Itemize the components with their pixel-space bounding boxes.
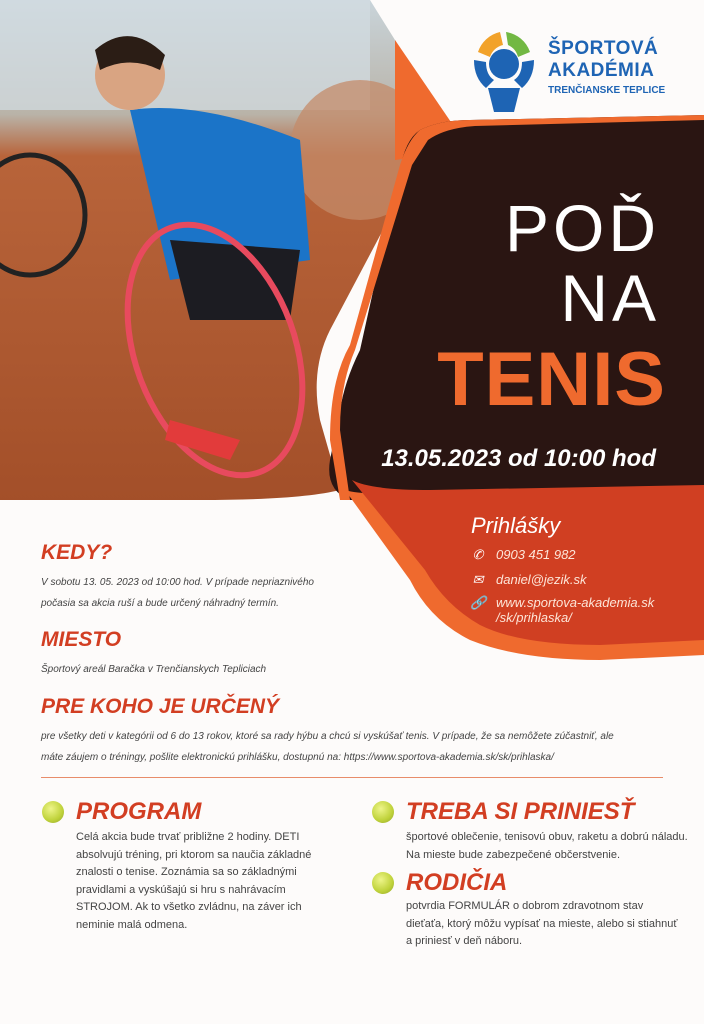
section-title-pre-koho: PRE KOHO JE URČENÝ (41, 695, 280, 718)
section-title-program: PROGRAM (76, 798, 202, 825)
link-icon: 🔗 (470, 595, 487, 610)
treba-text: športové oblečenie, tenisovú obuv, raketu a dobrú náladu. Na mieste bude zabezpečené občerstvenie. (406, 831, 688, 861)
headline-line: NA (560, 261, 660, 335)
logo-subtitle: TRENČIANSKE TEPLICE (548, 85, 666, 96)
section-title-kedy: KEDY? (41, 541, 113, 564)
pre-koho-text: pre všetky deti v kategórii od 6 do 13 rokov, ktoré sa rady hýbu a chcú si vyskúšať tenis. V prípade, že sa nemôžete zúčastniť, ale máte záujem o tréningy, pošlite elektronickú prihlášku, dostupnú na: https://www.sportova-akademia.sk/sk/prihlaska/ (41, 731, 614, 763)
signup-title: Prihlášky (471, 513, 561, 538)
contact-phone[interactable] (470, 547, 576, 563)
mail-icon: ✉ (472, 572, 484, 587)
kedy-text: V sobotu 13. 05. 2023 od 10:00 hod. V prípade nepriaznivého počasia sa akcia ruší a bude určený náhradný termín. (41, 577, 314, 609)
tennis-ball-icon (42, 801, 64, 823)
section-title-treba: TREBA SI PRINIESŤ (406, 798, 635, 825)
academy-logo (548, 38, 665, 96)
headline-line: POĎ (504, 191, 660, 265)
web-link: www.sportova-akademia.sk /sk/prihlaska/ (496, 595, 655, 625)
section-title-rodicia: RODIČIA (406, 869, 508, 896)
logo-line: ŠPORTOVÁ (548, 38, 659, 59)
phone-icon: ✆ (472, 547, 484, 562)
miesto-text: Športový areál Baračka v Trenčianskych Tepliciach (41, 664, 267, 675)
tennis-ball-icon (372, 872, 394, 894)
email-address: daniel@jezik.sk (496, 572, 587, 587)
headline-tenis: TENIS (437, 337, 666, 422)
program-text: Celá akcia bude trvať približne 2 hodiny. DETI absolvujú tréning, pri ktorom sa naučia základné znalosti o tenise. Zoznámia sa so základnými pravidlami a vyskúšajú si hru s nahrávacím STROJOM. Ak to všetko zvládnu, na záver ich neminie malá odmena. (76, 831, 312, 931)
phone-number: 0903 451 982 (496, 547, 576, 562)
event-date: 13.05.2023 od 10:00 hod (381, 445, 656, 472)
contact-email[interactable] (470, 572, 587, 588)
section-title-miesto: MIESTO (41, 628, 122, 651)
tennis-ball-icon (372, 801, 394, 823)
logo-line: AKADÉMIA (548, 60, 655, 81)
academy-logo-icon (474, 32, 534, 112)
contact-web[interactable] (470, 595, 654, 625)
divider (41, 777, 663, 778)
rodicia-text: potvrdia FORMULÁR o dobrom zdravotnom stav dieťaťa, ktorý môžu vypísať na mieste, alebo si stiahnuť a priniesť v deň náboru. (406, 900, 678, 947)
